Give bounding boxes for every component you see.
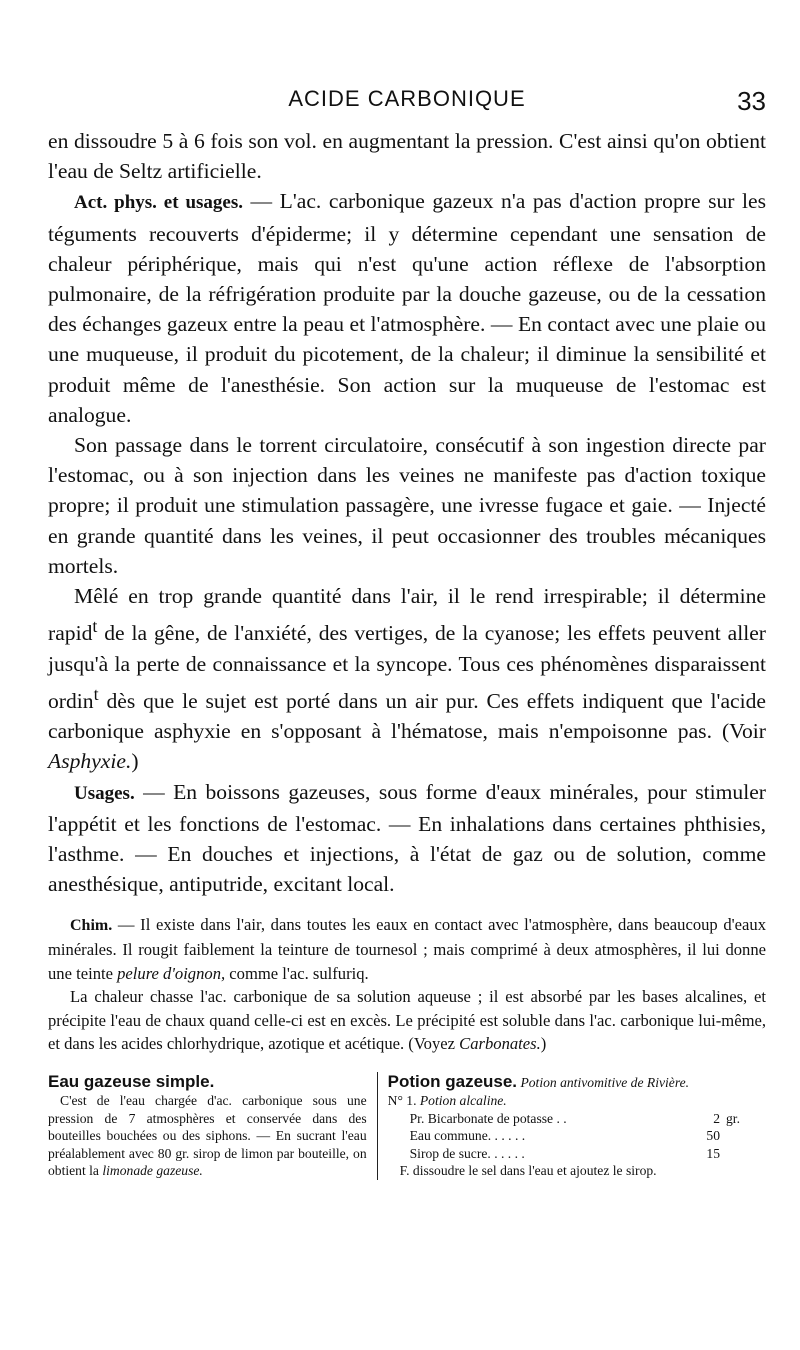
- running-head: ACIDE CARBONIQUE: [288, 86, 526, 111]
- recipe-row: Pr. Bicarbonate de potasse . . 2 gr.: [409, 1110, 740, 1126]
- cross-reference: Asphyxie.: [48, 749, 132, 774]
- run-in-heading: Usages.: [74, 782, 135, 804]
- recipe-row: Eau commune. . . . . . 50: [409, 1128, 720, 1144]
- recipe-instructions: F. dissoudre le sel dans l'eau et ajoutez le sirop.: [399, 1163, 657, 1179]
- main-text: [48, 126, 766, 899]
- run-in-heading: Chim.: [70, 917, 113, 935]
- column-text: C'est de l'eau chargée d'ac. carbonique sous une pression de 7 atmosphères et conservée dans des bouteilles bouchées ou des siphons. — En sucrant l'eau préalablement avec 80 gr. sirop de limon par bouteille, on obtient la limonade gazeuse.: [48, 1093, 367, 1179]
- paragraph-act-phys: Act. phys. et usages. — L'ac. carbonique gazeux n'a pas d'action propre sur les téguments recouverts d'épiderme; il y détermine cependant une sensation de chaleur périphérique, mais qui n'est qu'une action réflexe de l'absorption pulmonaire, de la réfrigération produite par la douche gazeuse, ou de la cessation des échanges gazeux entre la peau et l'atmosphère. — En contact avec une plaie ou une muqueuse, il produit du picotement, de la chaleur; il diminue la sensibilité et produit même de l'anesthésie. Son action sur la muqueuse de l'estomac est analogue.: [48, 189, 766, 427]
- paragraph-usages: Usages. — En boissons gazeuses, sous forme d'eaux minérales, pour stimuler l'appétit et les fonctions de l'estomac. — En inhalations dans certaines phthisies, l'asthme. — En douches et injections, à l'état de gaz ou de solution, comme anesthésique, antiputride, excitant local.: [48, 779, 766, 897]
- right-column: [378, 1072, 766, 1180]
- paragraph-circulation: Son passage dans le torrent circulatoire, consécutif à son ingestion directe par l'estomac, ou à son injection dans les veines ne manifeste pas d'action toxique propre; il produit une stimulation passagère, une ivresse fugace et gaie. — Injecté en grande quantité dans les veines, il peut occasionner des troubles mécaniques mortels.: [48, 433, 766, 578]
- page-number: 33: [737, 86, 766, 116]
- page-header: [48, 86, 766, 126]
- recipe-row: Sirop de sucre. . . . . . 15: [409, 1145, 720, 1161]
- chemistry-paragraph-2: La chaleur chasse l'ac. carbonique de sa solution aqueuse ; il est absorbé par les bases alcalines, et précipite l'eau de chaux quand celle-ci est en excès. Le précipité est soluble dans l'ac. carbonique lui-même, et dans les acides chlorhydrique, azotique et acétique. (Voyez Carbonates.): [48, 987, 766, 1054]
- formulary-columns: [48, 1072, 766, 1180]
- cross-reference: Carbonates.: [459, 1034, 541, 1054]
- potion-number: N° 1. Potion alcaline.: [387, 1093, 507, 1109]
- left-column: [48, 1072, 378, 1180]
- chemistry-paragraph-1: Chim. — Il existe dans l'air, dans toutes les eaux en contact avec l'atmosphère, dans beaucoup d'eaux minérales. Il rougit faiblement la teinture de tournesol ; mais comprimé à deux atmosphères, il lui donne une teinte pelure d'oignon, comme l'ac. sulfuriq.: [48, 915, 766, 983]
- run-in-heading: Act. phys. et usages.: [74, 192, 243, 214]
- potion-title: Potion gazeuse. Potion antivomitive de Rivière.: [387, 1072, 690, 1092]
- column-title: Eau gazeuse simple.: [48, 1072, 215, 1092]
- paragraph-air: Mêlé en trop grande quantité dans l'air, il le rend irrespirable; il détermine rapid$^t$ de la gêne, de l'anxiété, des vertiges, de la cyanose; les effets peuvent aller jusqu'à la perte de connaissance et la syncope. Tous ces phénomènes disparaissent ordin$^t$ dès que le sujet est porté dans un air pur. Ces effets indiquent que l'acide carbonique asphyxie en s'opposant à l'hématose, mais n'empoisonne pas. (Voir Asphyxie.): [48, 584, 766, 774]
- book-page: [48, 0, 766, 1180]
- paragraph-continuation: en dissoudre 5 à 6 fois son vol. en augmentant la pression. C'est ainsi qu'on obtient l'eau de Seltz artificielle.: [48, 129, 766, 184]
- chemistry-section: [48, 913, 766, 1056]
